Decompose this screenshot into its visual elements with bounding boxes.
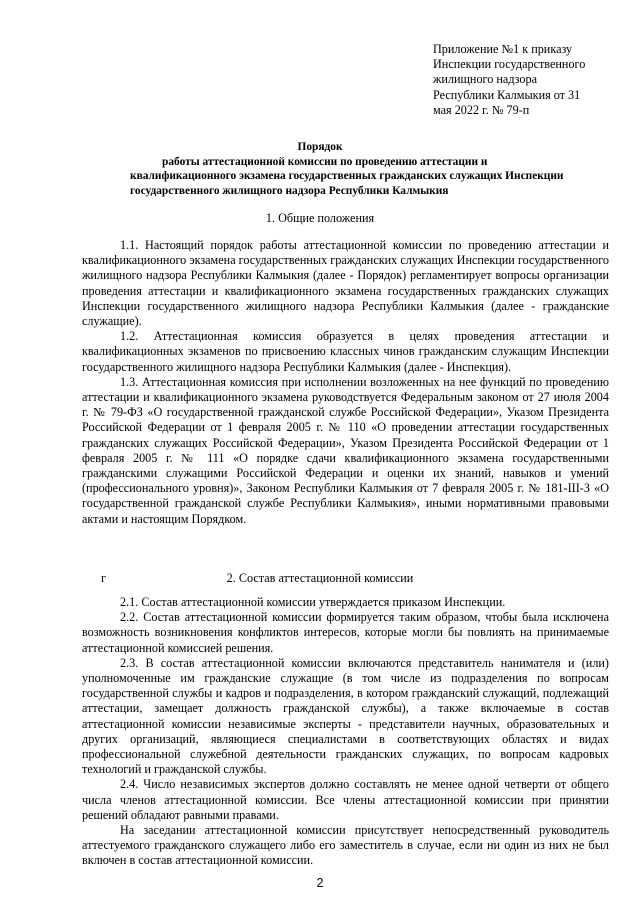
annex-line: мая 2022 г. № 79-п <box>433 102 530 117</box>
title-line: государственного жилищного надзора Республики Калмыкия <box>130 184 449 197</box>
annex-line: Республики Калмыкия от 31 <box>433 87 581 102</box>
annex-line: жилищного надзора <box>433 72 538 87</box>
paragraph: 1.3. Аттестационная комиссия при исполнении возложенных на нее функций по проведению аттестации и квалификационного экзамена руководствуется Федеральным законом от 27 июля 2004 г. № 79-ФЗ «О государственной гражданской службе Российской Федерации», Указом Президента Российской Федерации от 1 февраля 2005 г. № 110 «О проведении аттестации государственных гражданских служащих Российской Федерации», Указом Президента Российской Федерации от 1 февраля 2005 г. № 111 «О порядке сдачи квалификационного экзамена государственными гражданскими служащими Российской Федерации и оценки их знаний, навыков и умений (профессионального уровня)», Законом Республики Калмыкия от 7 февраля 2005 г. № 181-III-З «О государственной гражданской службе Республики Калмыкия», иными нормативными правовыми актами и настоящим Порядком. <box>82 374 609 526</box>
section2-body <box>82 595 609 869</box>
title-line: работы аттестационной комиссии по проведению аттестации и <box>162 155 488 168</box>
annex-line: Инспекции государственного <box>433 57 586 72</box>
section1-body <box>82 238 609 527</box>
paragraph: 2.2. Состав аттестационной комиссии формируется таким образом, чтобы была исключена возможность возникновения конфликтов интересов, которые могли бы повлиять на принимаемые аттестационной комиссией решения. <box>82 610 609 655</box>
annex-note <box>433 42 618 118</box>
paragraph: На заседании аттестационной комиссии присутствует непосредственный руководитель аттестуемого гражданского служащего либо его заместитель в случае, если ни один из них не был включен в состав аттестационной комиссии. <box>82 823 609 868</box>
paragraph: 1.2. Аттестационная комиссия образуется в целях проведения аттестации и квалификационных экзаменов по присвоению классных чинов гражданским служащим Инспекции государственного жилищного надзора Республики Калмыкия (далее - Инспекция). <box>82 329 609 374</box>
document-title <box>130 140 564 198</box>
paragraph: 1.1. Настоящий порядок работы аттестационной комиссии по проведению аттестации и квалификационного экзамена государственных гражданских служащих Инспекции государственного жилищного надзора Республики Калмыкия (далее - Порядок) регламентирует вопросы организации проведения аттестации и квалификационного экзамена государственных гражданских служащих Инспекции государственного жилищного надзора Республики Калмыкия (далее - гражданские служащие). <box>82 238 609 329</box>
section1-heading: 1. Общие положения <box>265 211 375 225</box>
annex-line: Приложение №1 к приказу <box>433 42 573 56</box>
paragraph: 2.3. В состав аттестационной комиссии включаются представитель нанимателя и (или) уполномоченные им гражданские служащие (в том числе из подразделения по вопросам государственной службы и кадров и подразделения, в котором гражданский служащий, подлежащий аттестации, замещает должность гражданской службы), а также включаемые в состав аттестационной комиссии независимые эксперты - представители научных, образовательных и других организаций, являющиеся специалистами в соответствующих областях и видах профессиональной служебной деятельности гражданских служащих, по вопросам кадровых технологий и гражданской службы. <box>82 655 609 777</box>
page-number: 2 <box>316 876 324 890</box>
title-line: квалификационного экзамена государственных гражданских служащих Инспекции <box>130 170 564 182</box>
section2-heading: 2. Состав аттестационной комиссии <box>226 571 414 585</box>
paragraph: 2.4. Число независимых экспертов должно составлять не менее одной четверти от общего числа членов аттестационной комиссии. Все члены аттестационной комиссии при принятии решений обладают равными правами. <box>82 777 609 822</box>
paragraph: 2.1. Состав аттестационной комиссии утверждается приказом Инспекции. <box>120 595 506 609</box>
title-heading: Порядок <box>297 141 343 153</box>
stray-character: г <box>101 571 106 585</box>
